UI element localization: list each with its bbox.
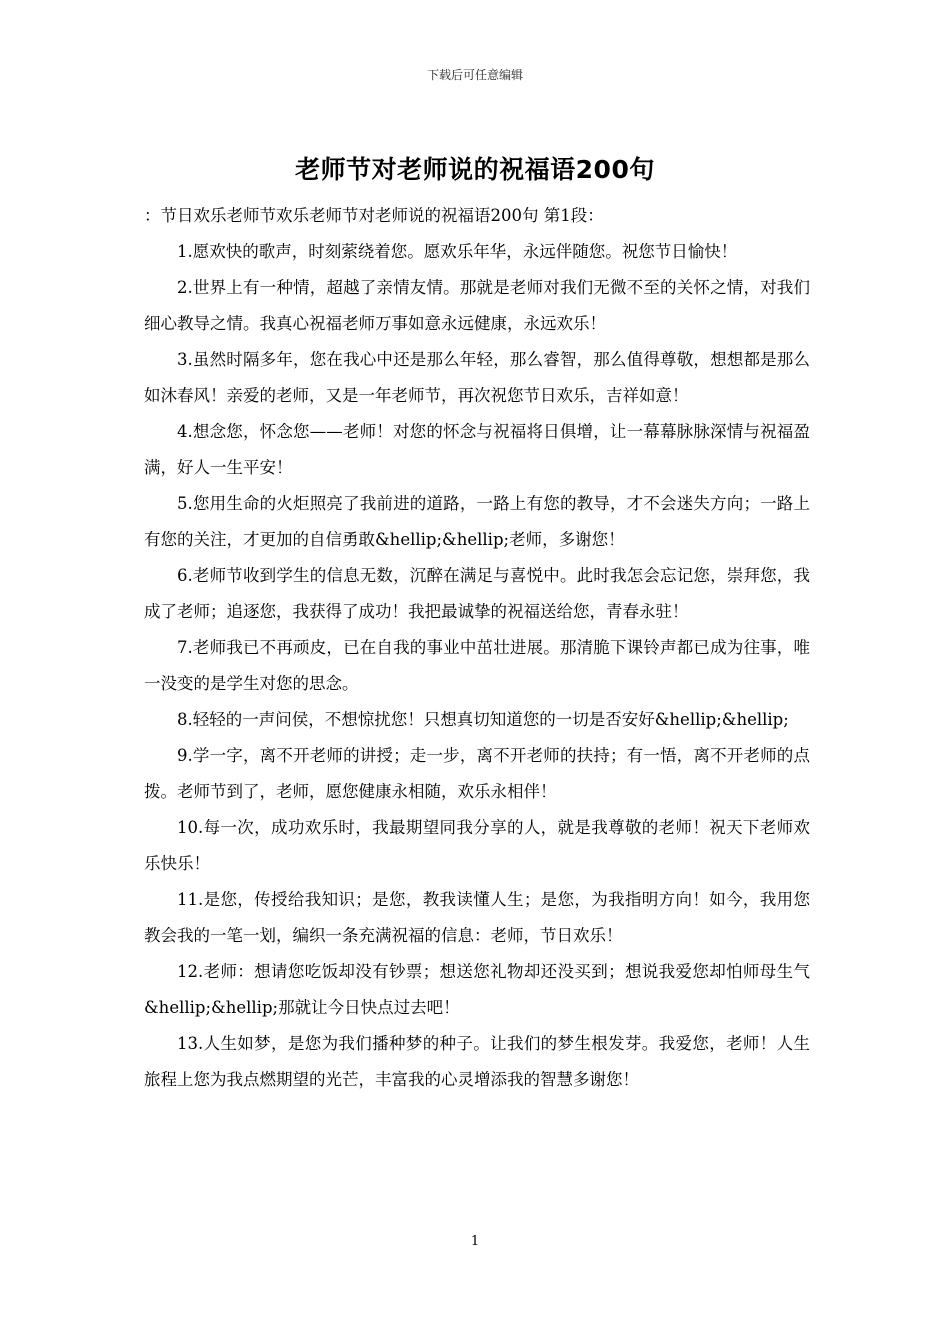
document-body bbox=[144, 198, 810, 1098]
page-number: 1 bbox=[470, 1234, 480, 1249]
paragraph: 10.每一次，成功欢乐时，我最期望同我分享的人，就是我尊敬的老师！祝天下老师欢乐快乐！ bbox=[144, 818, 810, 873]
paragraph: 8.轻轻的一声问侯，不想惊扰您！只想真切知道您的一切是否安好&hellip;&hellip; bbox=[177, 710, 789, 729]
paragraph: 13.人生如梦，是您为我们播种梦的种子。让我们的梦生根发芽。我爱您，老师！人生旅程上您为我点燃期望的光芒，丰富我的心灵增添我的智慧多谢您！ bbox=[144, 1034, 810, 1089]
intro-line: ：节日欢乐老师节欢乐老师节对老师说的祝福语200句 第1段： bbox=[144, 206, 604, 225]
paragraph: 3.虽然时隔多年，您在我心中还是那么年轻，那么睿智，那么值得尊敬，想想都是那么如沐春风！亲爱的老师，又是一年老师节，再次祝您节日欢乐，吉祥如意！ bbox=[144, 350, 810, 405]
paragraph: 1.愿欢快的歌声，时刻萦绕着您。愿欢乐年华，永远伴随您。祝您节日愉快！ bbox=[177, 242, 738, 261]
paragraph: 12.老师：想请您吃饭却没有钞票；想送您礼物却还没买到；想说我爱您却怕师母生气&hellip;&hellip;那就让今日快点过去吧！ bbox=[144, 962, 810, 1017]
header-note: 下载后可任意编辑 bbox=[426, 68, 523, 82]
paragraph: 11.是您，传授给我知识；是您，教我读懂人生；是您，为我指明方向！如今，我用您教会我的一笔一划，编织一条充满祝福的信息：老师，节日欢乐！ bbox=[144, 890, 810, 945]
paragraph: 7.老师我已不再顽皮，已在自我的事业中茁壮进展。那清脆下课铃声都已成为往事，唯一没变的是学生对您的思念。 bbox=[144, 638, 810, 693]
document-title: 老师节对老师说的祝福语200句 bbox=[295, 155, 655, 184]
paragraph: 6.老师节收到学生的信息无数，沉醉在满足与喜悦中。此时我怎会忘记您，崇拜您，我成了老师；追逐您，我获得了成功！我把最诚挚的祝福送给您，青春永驻！ bbox=[144, 566, 810, 621]
paragraph: 5.您用生命的火炬照亮了我前进的道路，一路上有您的教导，才不会迷失方向；一路上有您的关注，才更加的自信勇敢&hellip;&hellip;老师，多谢您！ bbox=[144, 494, 810, 549]
paragraph: 2.世界上有一种情，超越了亲情友情。那就是老师对我们无微不至的关怀之情，对我们细心教导之情。我真心祝福老师万事如意永远健康，永远欢乐！ bbox=[144, 278, 810, 333]
paragraph: 9.学一字，离不开老师的讲授；走一步，离不开老师的扶持；有一悟，离不开老师的点拨。老师节到了，老师，愿您健康永相随，欢乐永相伴！ bbox=[144, 746, 810, 801]
paragraph: 4.想念您，怀念您——老师！对您的怀念与祝福将日俱增，让一幕幕脉脉深情与祝福盈满，好人一生平安！ bbox=[144, 422, 810, 477]
